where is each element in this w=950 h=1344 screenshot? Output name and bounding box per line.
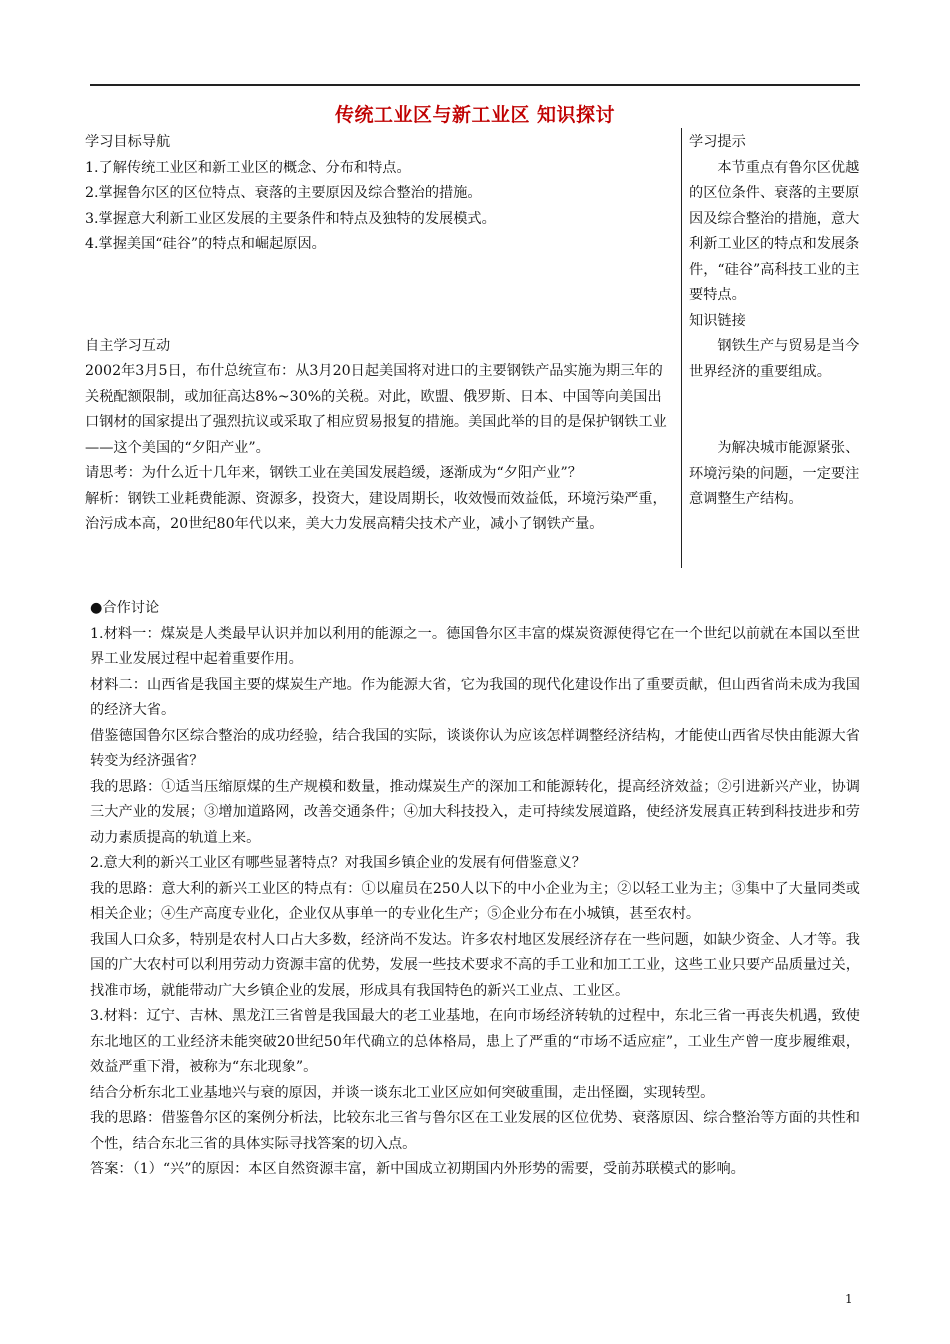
self-study-passage: 2002年3月5日，布什总统宣布：从3月20日起美国将对进口的主要钢铁产品实施为期三年的关税配额限制，或加征高达8%~30%的关税。对此，欧盟、俄罗斯、日本、中国等向美国出口钢材的国家提出了强烈抗议或采取了相应贸易报复的措施。美国此举的目的是保护钢铁工业——这个美国的“夕阳产业”。	[85, 363, 667, 456]
tips-text: 本节重点有鲁尔区优越的区位条件、衰落的主要原因及综合整治的措施，意大利新工业区的特点和发展条件，“硅谷”高科技工业的主要特点。	[689, 159, 860, 303]
discussion-paragraph: 答案：（1）“兴”的原因：本区自然资源丰富，新中国成立初期国内外形势的需要，受前苏联模式的影响。	[90, 1161, 745, 1177]
objective-item: 3.掌握意大利新工业区发展的主要条件和特点及独特的发展模式。	[85, 210, 496, 227]
discussion-paragraph: 我的思路：①适当压缩原煤的生产规模和数量，推动煤炭生产的深加工和能源转化，提高经济效益；②引进新兴产业，协调三大产业的发展；③增加道路网，改善交通条件；④加大科技投入，走可持续发展道路，使经济发展真正转到科技进步和劳动力素质提高的轨道上来。	[90, 778, 860, 846]
page-title: 传统工业区与新工业区 知识探讨	[334, 104, 616, 126]
link-heading: 知识链接	[689, 312, 746, 329]
self-study-analysis: 解析：钢铁工业耗费能源、资源多，投资大，建设周期长，收效慢而效益低，环境污染严重，治污成本高，20世纪80年代以来，美大力发展高精尖技术产业，减小了钢铁产量。	[85, 490, 667, 532]
objective-item: 2.掌握鲁尔区的区位特点、衰落的主要原因及综合整治的措施。	[85, 185, 482, 201]
main-column	[85, 130, 675, 538]
tips-heading: 学习提示	[689, 134, 746, 150]
discussion-paragraph: 我的思路：借鉴鲁尔区的案例分析法，比较东北三省与鲁尔区在工业发展的区位优势、衰落原因、综合整治等方面的共性和个性，结合东北三省的具体实际寻找答案的切入点。	[90, 1110, 860, 1152]
link-text: 为解决城市能源紧张、环境污染的问题，一定要注意调整生产结构。	[689, 440, 860, 507]
column-divider	[681, 128, 682, 568]
discussion-section	[90, 596, 860, 1183]
self-study-heading: 自主学习互动	[85, 337, 171, 354]
discussion-paragraph: 结合分析东北工业基地兴与衰的原因，并谈一谈东北工业区应如何突破重围，走出怪圈，实现转型。	[90, 1084, 715, 1101]
discussion-paragraph: 3.材料：辽宁、吉林、黑龙江三省曾是我国最大的老工业基地，在向市场经济转轨的过程中，东北三省一再丧失机遇，致使东北地区的工业经济未能突破20世纪50年代确立的总体格局，患上了严重的“市场不适应症”，工业生产曾一度步履维艰，效益严重下滑，被称为“东北现象”。	[90, 1008, 860, 1075]
page-number: 1	[845, 1292, 853, 1306]
self-study-question: 请思考：为什么近十几年来，钢铁工业在美国发展趋缓，逐渐成为“夕阳产业”？	[85, 465, 582, 481]
discussion-paragraph: 借鉴德国鲁尔区综合整治的成功经验，结合我国的实际，谈谈你认为应该怎样调整经济结构，才能使山西省尽快由能源大省转变为经济强省？	[90, 727, 860, 769]
sidebar-column	[689, 130, 869, 513]
discussion-paragraph: 材料二：山西省是我国主要的煤炭生产地。作为能源大省，它为我国的现代化建设作出了重要贡献，但山西省尚未成为我国的经济大省。	[90, 676, 860, 718]
discussion-heading: ●合作讨论	[90, 600, 160, 616]
header-rule	[90, 84, 860, 86]
discussion-paragraph: 1.材料一：煤炭是人类最早认识并加以利用的能源之一。德国鲁尔区丰富的煤炭资源使得它在一个世纪以前就在本国以至世界工业发展过程中起着重要作用。	[90, 625, 860, 667]
discussion-paragraph: 我国人口众多，特别是农村人口占大多数，经济尚不发达。许多农村地区发展经济存在一些问题，如缺少资金、人才等。我国的广大农村可以利用劳动力资源丰富的优势，发展一些技术要求不高的手工业和加工工业，这些工业只要产品质量过关，找准市场，就能带动广大乡镇企业的发展，形成具有我国特色的新兴工业点、工业区。	[90, 931, 860, 999]
objectives-heading: 学习目标导航	[85, 134, 171, 150]
discussion-paragraph: 我的思路：意大利的新兴工业区的特点有：①以雇员在250人以下的中小企业为主；②以轻工业为主；③集中了大量同类或相关企业；④生产高度专业化，企业仅从事单一的专业化生产；⑤企业分布在小城镇，甚至农村。	[90, 880, 860, 922]
objective-item: 4.掌握美国“硅谷”的特点和崛起原因。	[85, 236, 326, 252]
link-text: 钢铁生产与贸易是当今世界经济的重要组成。	[689, 338, 860, 380]
objective-item: 1.了解传统工业区和新工业区的概念、分布和特点。	[85, 159, 411, 176]
discussion-paragraph: 2.意大利的新兴工业区有哪些显著特点？对我国乡镇企业的发展有何借鉴意义？	[90, 855, 586, 871]
